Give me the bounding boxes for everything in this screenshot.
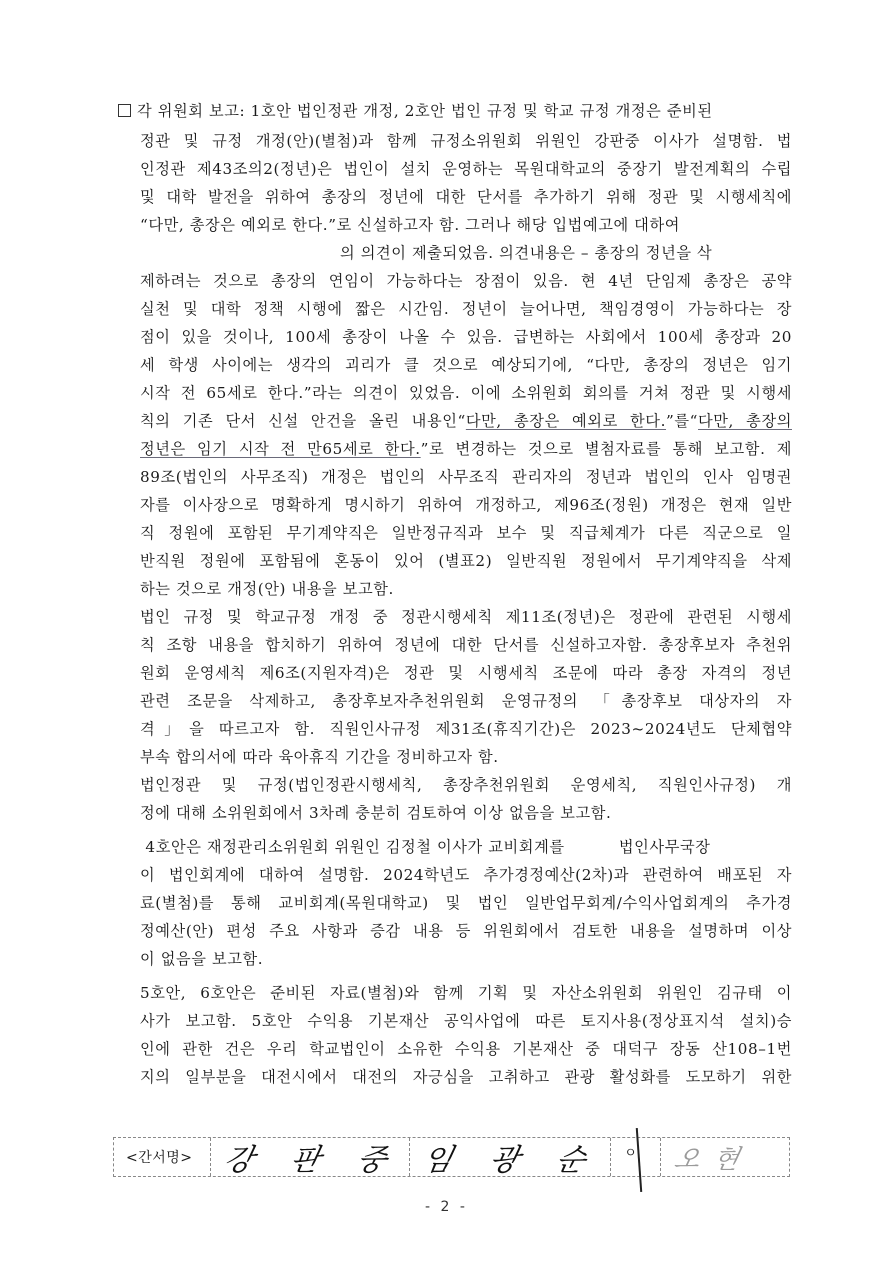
underlined-quote: 다만, 총장의 — [698, 412, 792, 430]
page-number: - 2 - — [425, 1199, 468, 1215]
text-line: 법인정관 및 규정(법인정관시행세칙, 총장추천위원회 운영세칙, 직원인사규정) 개 — [140, 776, 792, 794]
text-line: 시작 전 65세로 한다.”라는 의견이 있었음. 이에 소위원회 회의를 거쳐 정관 및 시행세 — [140, 384, 792, 402]
signature-cell — [211, 1138, 410, 1176]
line-text: ”로 변경하는 것으로 별첨자료를 통해 보고함. 제 — [420, 440, 792, 458]
text-line — [140, 439, 792, 459]
text-line: 반직원 정원에 포함됨에 혼동이 있어 (별표2) 일반직원 정원에서 무기계약직을 삭제 — [140, 552, 792, 570]
line-text: ”를“ — [666, 412, 699, 430]
text-line: 칙 조항 내용을 합치하기 위하여 정년에 대한 단서를 신설하고자함. 총장후보자 추천위 — [140, 636, 792, 654]
text-line: 지의 일부분을 대전시에서 대전의 자긍심을 고취하고 관광 활성화를 도모하기 위한 — [140, 1068, 792, 1086]
text-line: “다만, 총장은 예외로 한다.”로 신설하고자 함. 그러나 해당 입법예고에 대하여 — [140, 216, 680, 234]
handwritten-signature: 강 판 중 — [220, 1143, 404, 1178]
text-line: 정관 및 규정 개정(안)(별첨)과 함께 규정소위원회 위원인 강판중 이사가 설명함. 법 — [140, 132, 792, 150]
text-line: 인정관 제43조의2(정년)은 법인이 설치 운영하는 목원대학교의 중장기 발전계획의 수립 — [140, 160, 792, 178]
text-line — [118, 101, 792, 121]
text-line: 89조(법인의 사무조직) 개정은 법인의 사무조직 관리자의 정년과 법인의 인사 임명권 — [140, 468, 792, 486]
text-line: 정에 대해 소위원회에서 3차례 충분히 검토하여 이상 없음을 보고함. — [140, 804, 612, 822]
text-line: 실천 및 대학 정책 시행에 짧은 시간임. 정년이 늘어나면, 책임경영이 가능하다는 장 — [140, 300, 792, 318]
text-line: 료(별첨)를 통해 교비회계(목원대학교) 및 법인 일반업무회계/수익사업회계의 추가경 — [140, 894, 792, 912]
text-line: 직 정원에 포함된 무기계약직은 일반정규직과 보수 및 직급체계가 다른 직군으로 일 — [140, 524, 792, 542]
text-line: 정예산(안) 편성 주요 사항과 증감 내용 등 위원회에서 검토한 내용을 설명하며 이상 — [140, 922, 792, 940]
signature-label: <간서명> — [126, 1150, 193, 1166]
text-line: 자를 이사장으로 명확하게 명시하기 위하여 개정하고, 제96조(정원) 개정은 현재 일반 — [140, 496, 792, 514]
text-line: 인에 관한 건은 우리 학교법인이 소유한 수익용 기본재산 중 대덕구 장동 산108–1번 — [140, 1040, 792, 1058]
checkbox-icon — [118, 104, 131, 117]
handwritten-signature: 오현 — [671, 1144, 756, 1175]
text-line: 부속 합의서에 따라 육아휴직 기간을 정비하고자 함. — [140, 748, 499, 766]
text-line: 법인 규정 및 학교규정 개정 중 정관시행세칙 제11조(정년)은 정관에 관련된 시행세 — [140, 608, 792, 626]
underlined-quote: 다만, 총장은 예외로 한다. — [465, 412, 667, 430]
underlined-quote: 정년은 임기 시작 전 만65세로 한다. — [140, 440, 421, 458]
text-line: 점이 있을 것이나, 100세 총장이 나올 수 있음. 급변하는 사회에서 100세 총장과 20 — [140, 328, 792, 346]
text-line — [140, 411, 792, 431]
signature-label-cell — [114, 1138, 211, 1176]
text-line: 및 대학 발전을 위하여 총장의 정년에 대한 단서를 추가하기 위해 정관 및 시행세칙에 — [140, 188, 792, 206]
text-line: 4호안은 재정관리소위원회 위원인 김정철 이사가 교비회계를 법인사무국장 — [140, 838, 711, 856]
line-text: 칙의 기존 단서 신설 안건을 올린 내용인“ — [140, 412, 466, 430]
signature-box — [113, 1137, 790, 1177]
text-line: 제하려는 것으로 총장의 연임이 가능하다는 장점이 있음. 현 4년 단임제 총장은 공약 — [140, 272, 792, 290]
text-line: 세 학생 사이에는 생각의 괴리가 클 것으로 예상되기에, “다만, 총장의 정년은 임기 — [140, 356, 792, 374]
text-line: 관련 조문을 삭제하고, 총장후보자추천위원회 운영규정의 「총장후보 대상자의 자 — [140, 692, 792, 710]
handwritten-signature: 임 광 순 — [419, 1143, 603, 1178]
signature-cell — [410, 1138, 611, 1176]
text-line: 이 법인회계에 대하여 설명함. 2024학년도 추가경정예산(2차)과 관련하여 배포된 자 — [140, 866, 792, 884]
text-line: 이 없음을 보고함. — [140, 950, 264, 968]
line-text: 각 위원회 보고: 1호안 법인정관 개정, 2호안 법인 규정 및 학교 규정 개정은 준비된 — [137, 102, 713, 120]
text-line: 5호안, 6호안은 준비된 자료(별첨)와 함께 기획 및 자산소위원회 위원인 김규태 이 — [140, 984, 792, 1002]
text-line: 의 의견이 제출되었음. 의견내용은 – 총장의 정년을 삭 — [340, 244, 713, 262]
text-line: 격」을 따르고자 함. 직원인사규정 제31조(휴직기간)은 2023~2024년도 단체협약 — [140, 720, 792, 738]
text-line: 원회 운영세칙 제6조(지원자격)은 정관 및 시행세칙 조문에 따라 총장 자격의 정년 — [140, 664, 792, 682]
text-line: 하는 것으로 개정(안) 내용을 보고함. — [140, 580, 394, 598]
handwritten-mark: ㅇ — [624, 1146, 637, 1161]
text-line: 사가 보고함. 5호안 수익용 기본재산 공익사업에 따른 토지사용(정상표지석 설치)승 — [140, 1012, 792, 1030]
signature-cell — [661, 1138, 789, 1176]
